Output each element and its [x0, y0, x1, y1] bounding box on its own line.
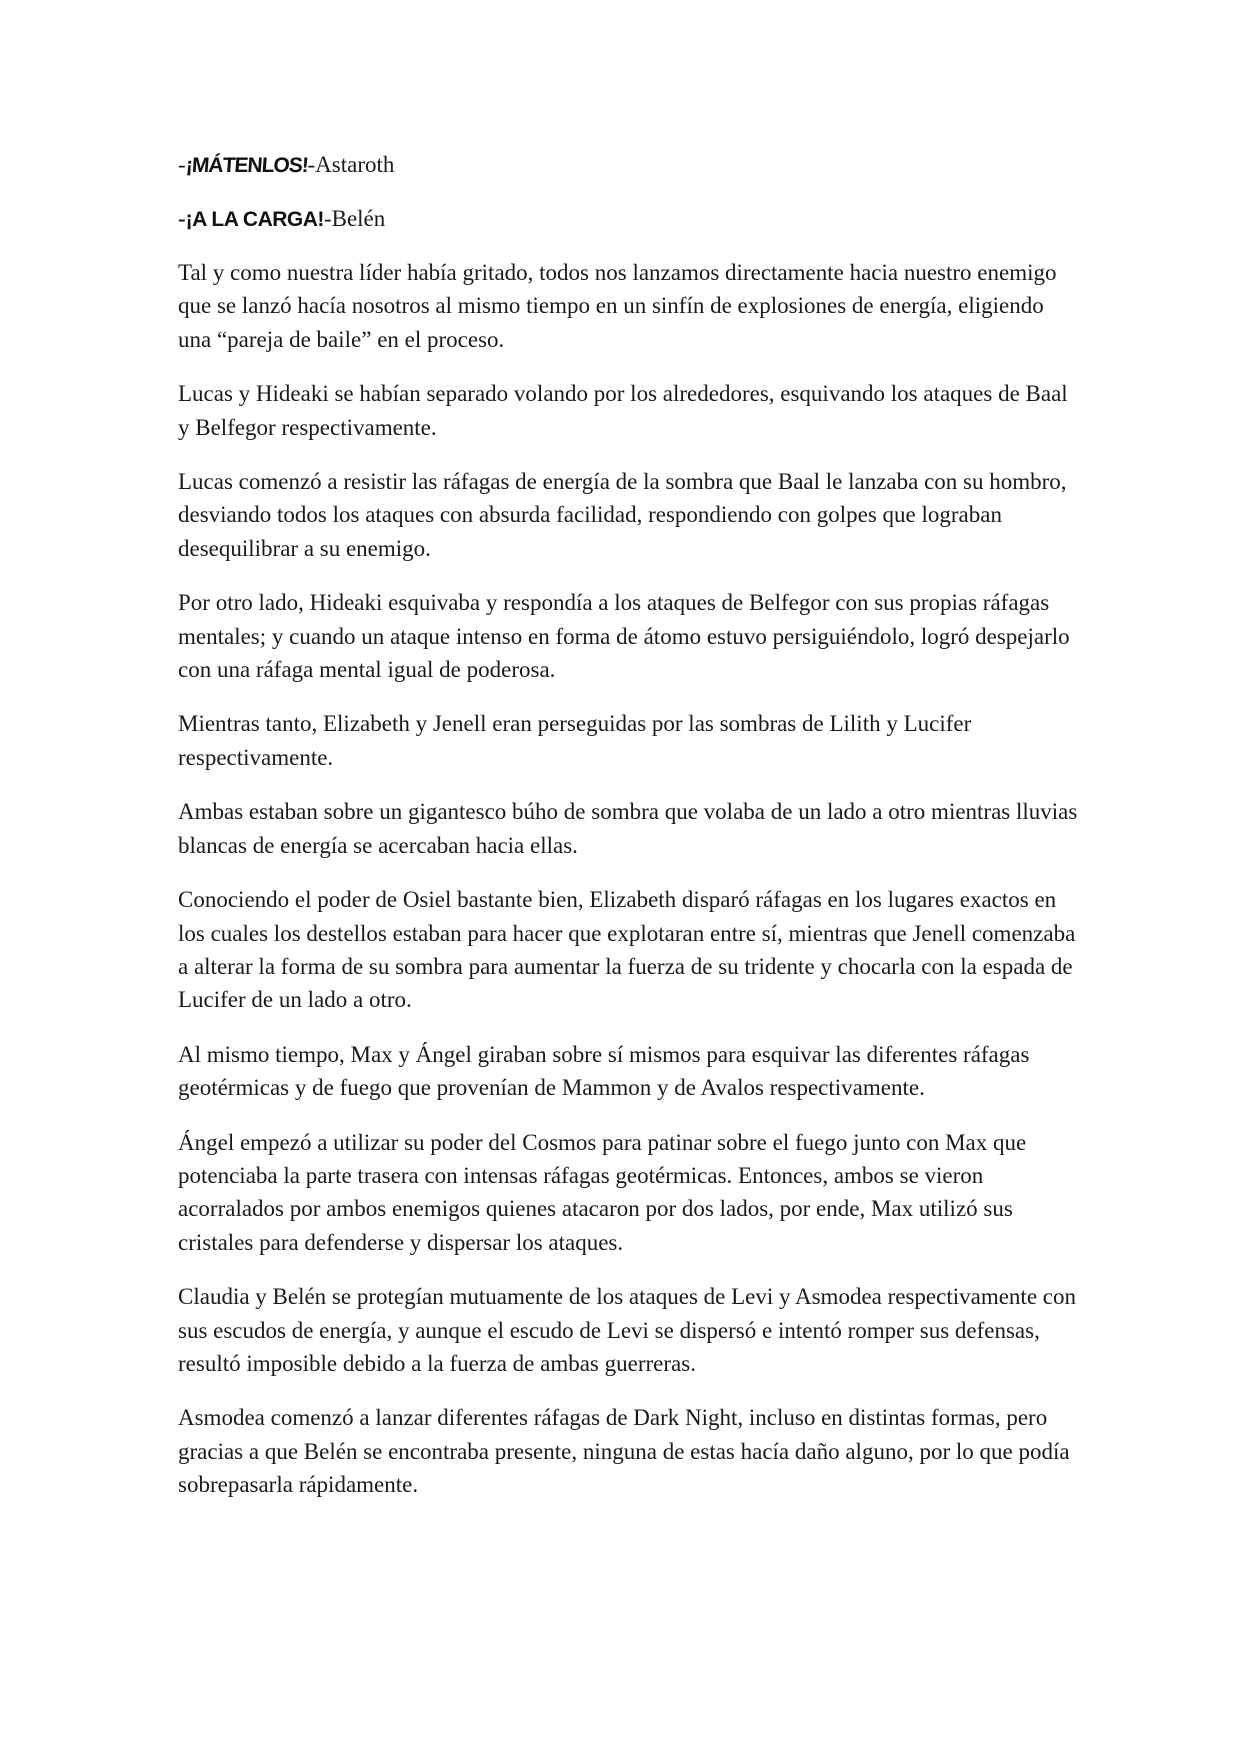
- paragraph: Lucas y Hideaki se habían separado volando por los alrededores, esquivando los ataques de Baal y Belfegor respectivamente.: [178, 381, 1068, 440]
- paragraph: Conociendo el poder de Osiel bastante bien, Elizabeth disparó ráfagas en los lugares exactos en los cuales los destellos estaban para hacer que explotaran entre sí, mientras que Jenell comenzaba a alterar la forma de su sombra para aumentar la fuerza de su tridente y chocarla con la espada de Lucifer de un lado a otro.: [178, 887, 1076, 1013]
- dialogue-shout: ¡MÁTENLOS!: [184, 154, 309, 177]
- document-body: [178, 148, 1078, 1523]
- paragraph: Tal y como nuestra líder había gritado, todos nos lanzamos directamente hacia nuestro enemigo que se lanzó hacía nosotros al mismo tiempo en un sinfín de explosiones de energía, eligiendo una “pareja de baile” en el proceso.: [178, 260, 1057, 352]
- paragraph: Claudia y Belén se protegían mutuamente de los ataques de Levi y Asmodea respectivamente con sus escudos de energía, y aunque el escudo de Levi se dispersó e intentó romper sus defensas, resultó imposible debido a la fuerza de ambas guerreras.: [178, 1284, 1076, 1376]
- dialogue-speaker: -Belén: [323, 206, 386, 231]
- paragraph: Asmodea comenzó a lanzar diferentes ráfagas de Dark Night, incluso en distintas formas, pero gracias a que Belén se encontraba presente, ninguna de estas hacía daño alguno, por lo que podía sobrepasarla rápidamente.: [178, 1405, 1070, 1498]
- dialogue-line-belen: [178, 202, 1078, 235]
- paragraph: Mientras tanto, Elizabeth y Jenell eran perseguidas por las sombras de Lilith y Lucifer respectivamente.: [178, 711, 972, 770]
- paragraph: Ángel empezó a utilizar su poder del Cosmos para patinar sobre el fuego junto con Max que potenciaba la parte trasera con intensas ráfagas geotérmicas. Entonces, ambos se vieron acorralados por ambos enemigos quienes atacaron por dos lados, por ende, Max utilizó sus cristales para defenderse y dispersar los ataques.: [178, 1129, 1027, 1255]
- paragraph: Al mismo tiempo, Max y Ángel giraban sobre sí mismos para esquivar las diferentes ráfagas geotérmicas y de fuego que provenían de Mammon y de Avalos respectivamente.: [178, 1041, 1030, 1101]
- paragraph: Por otro lado, Hideaki esquivaba y respondía a los ataques de Belfegor con sus propias ráfagas mentales; y cuando un ataque intenso en forma de átomo estuvo persiguiéndolo, logró despejarlo con una ráfaga mental igual de poderosa.: [178, 590, 1070, 683]
- paragraph: Ambas estaban sobre un gigantesco búho de sombra que volaba de un lado a otro mientras lluvias blancas de energía se acercaban hacia ellas.: [178, 799, 1078, 858]
- dialogue-dash: -: [178, 206, 186, 231]
- dialogue-shout: ¡A LA CARGA!: [185, 208, 324, 231]
- dialogue-dash: -: [178, 152, 186, 177]
- dialogue-line-astaroth: [178, 148, 1078, 181]
- dialogue-speaker: -Astaroth: [307, 152, 395, 177]
- paragraph: Lucas comenzó a resistir las ráfagas de energía de la sombra que Baal le lanzaba con su hombro, desviando todos los ataques con absurda facilidad, respondiendo con golpes que lograban desequilibrar a su enemigo.: [178, 469, 1067, 561]
